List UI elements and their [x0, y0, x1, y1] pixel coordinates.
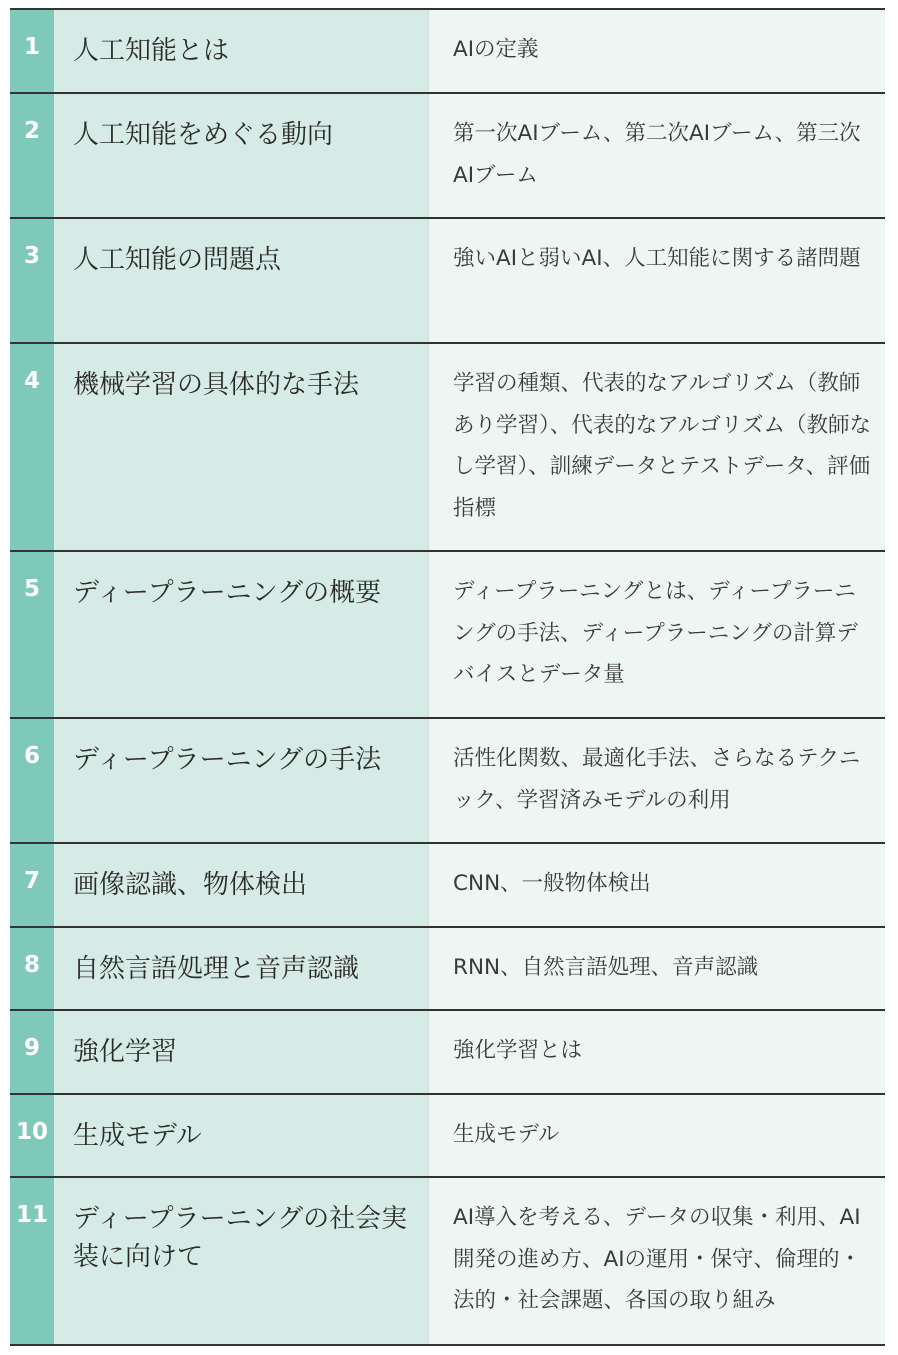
- table-row: [10, 9, 885, 93]
- row-detail: 学習の種類、代表的なアルゴリズム（教師あり学習）、代表的なアルゴリズム（教師なし学習）、訓練データとテストデータ、評価指標: [429, 343, 886, 551]
- row-topic: 自然言語処理と音声認識: [54, 927, 429, 1010]
- row-detail: CNN、一般物体検出: [429, 843, 886, 927]
- row-detail: 強いAIと弱いAI、人工知能に関する諸問題: [429, 218, 886, 343]
- row-topic: 画像認識、物体検出: [54, 843, 429, 927]
- row-detail: AI導入を考える、データの収集・利用、AI開発の進め方、AIの運用・保守、倫理的・法的・社会課題、各国の取り組み: [429, 1177, 886, 1345]
- row-topic: ディープラーニングの手法: [54, 718, 429, 843]
- row-detail: 第一次AIブーム、第二次AIブーム、第三次AIブーム: [429, 93, 886, 218]
- table-row: [10, 343, 885, 551]
- row-topic: ディープラーニングの社会実装に向けて: [54, 1177, 429, 1345]
- row-number: 5: [10, 551, 54, 718]
- row-detail: AIの定義: [429, 9, 886, 93]
- row-topic: 人工知能をめぐる動向: [54, 93, 429, 218]
- table-row: [10, 927, 885, 1010]
- row-number: 4: [10, 343, 54, 551]
- row-topic: 生成モデル: [54, 1094, 429, 1177]
- table-row: [10, 1010, 885, 1094]
- table-row: [10, 1094, 885, 1177]
- row-topic: 強化学習: [54, 1010, 429, 1094]
- row-number: 6: [10, 718, 54, 843]
- table-row: [10, 1177, 885, 1345]
- syllabus-table: [10, 8, 885, 1346]
- table-row: [10, 718, 885, 843]
- row-number: 3: [10, 218, 54, 343]
- table-row: [10, 551, 885, 718]
- row-topic: 人工知能の問題点: [54, 218, 429, 343]
- row-detail: 生成モデル: [429, 1094, 886, 1177]
- row-number: 10: [10, 1094, 54, 1177]
- row-number: 8: [10, 927, 54, 1010]
- table-row: [10, 218, 885, 343]
- row-detail: 活性化関数、最適化手法、さらなるテクニック、学習済みモデルの利用: [429, 718, 886, 843]
- row-topic: 人工知能とは: [54, 9, 429, 93]
- row-detail: 強化学習とは: [429, 1010, 886, 1094]
- row-number: 7: [10, 843, 54, 927]
- row-topic: ディープラーニングの概要: [54, 551, 429, 718]
- row-number: 9: [10, 1010, 54, 1094]
- table-row: [10, 93, 885, 218]
- row-number: 11: [10, 1177, 54, 1345]
- row-detail: RNN、自然言語処理、音声認識: [429, 927, 886, 1010]
- table-row: [10, 843, 885, 927]
- row-number: 1: [10, 9, 54, 93]
- row-detail: ディープラーニングとは、ディープラーニングの手法、ディープラーニングの計算デバイスとデータ量: [429, 551, 886, 718]
- row-topic: 機械学習の具体的な手法: [54, 343, 429, 551]
- row-number: 2: [10, 93, 54, 218]
